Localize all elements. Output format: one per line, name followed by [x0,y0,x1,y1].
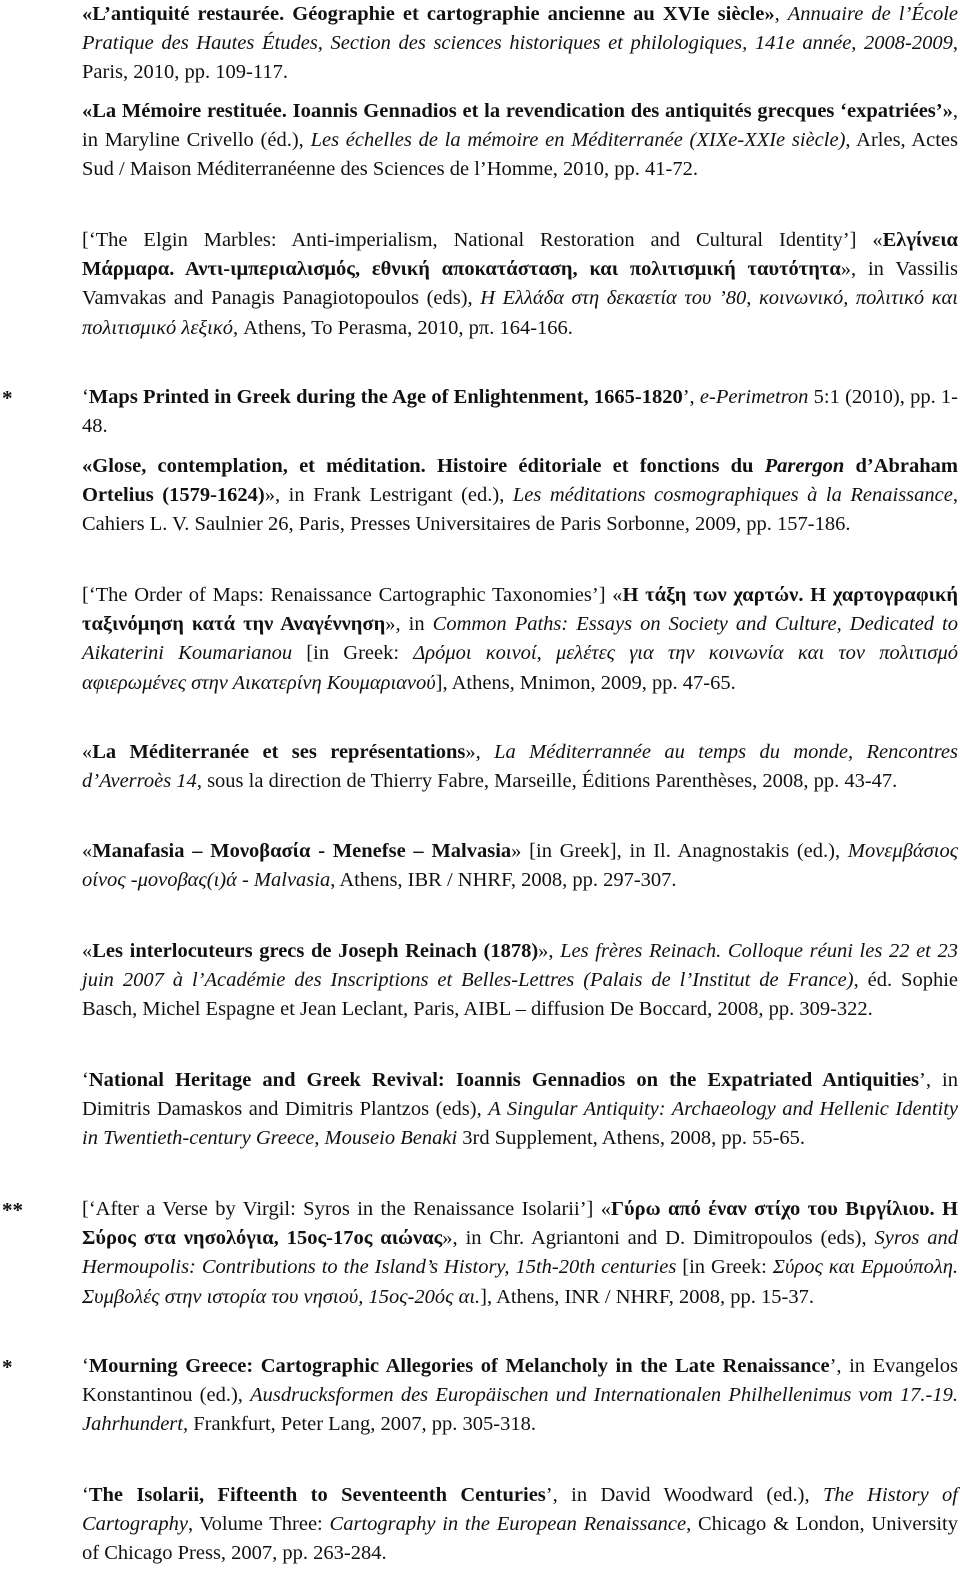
entry-text-run: [‘The Order of Maps: Renaissance Cartographic Taxonomies’] « [82,584,623,606]
entry-text-run: [in Greek: [292,642,414,665]
entry-text-run: ], Athens, INR / NHRF, 2008, pp. 15-37. [480,1285,814,1308]
entry-text-run: , Cahiers L. V. Saulnier 26, Paris, Presses Universitaires de Paris Sorbonne, 2009, pp. 157-186. [82,484,958,536]
entry-text-run: ‘ [82,386,89,408]
entry-text-run: », [465,741,495,763]
entry-text-run: Maps Printed in Greek during the Age of Enlightenment, 1665-1820 [88,386,683,408]
entry-text-run: ‘ [82,1069,89,1091]
entry-text-run: », in Chr. Agriantoni and D. Dimitropoulos (eds), [442,1227,875,1250]
entry-text-run: [‘The Elgin Marbles: Anti-imperialism, National Restoration and Cultural Identity’] « [82,229,883,251]
entry-text-run: Annuaire de l’École Pratique des Hautes Études, Section des sciences historiques et philologiques, 141e année, 2008-2009 [82,3,958,55]
bibliography-entry [82,383,958,441]
entry-text-run: e-Perimetron [699,386,809,408]
entry-text-run: ‘ [82,1355,89,1377]
entry-text-run: [‘After a Verse by Virgil: Syros in the Renaissance Isolarii’] « [82,1198,611,1220]
entry-text-run: », in Vassilis Vamvakas and Panagis Panagiotopoulos (eds), [82,258,958,310]
entry-text-run: ’, in Evangelos Konstantinou (ed.), [82,1355,958,1407]
bibliography-entry [82,581,958,698]
bibliography-entry [82,452,958,540]
entry-text-run: Δρόμοι κοινοί, μελέτες για την κοινωνία και τον πολιτισμό αφιερωμένες στην Αικατερίνη Κουμαριανού [82,642,958,694]
entry-text-run: Η τάξη των χαρτών. Η χαρτογραφική ταξινόμηση κατά την Αναγέννηση [82,584,958,636]
entry-text-run: Μονεμβάσιος οίνος -μονοβας(ι)ά - Malvasia [82,840,959,892]
entry-11-marker: * [2,1355,13,1379]
entry-text-run: ’, in Dimitris Damaskos and Dimitris Plantzos (eds), [82,1069,959,1121]
entry-10-marker: ** [2,1198,23,1222]
entry-text-run: Syros and Hermoupolis: Contributions to the Island’s History, 15th-20th centuries [82,1227,958,1279]
entry-text-run: , Paris, 2010, pp. 109-117. [82,32,958,84]
entry-text-run: Manafasia – Μονοβασία - Menefse – Malvasia [92,840,512,862]
bibliography-entry [82,1481,958,1569]
entry-text-run: , [774,3,788,25]
entry-text-run: , Chicago & London, University of Chicago Press, 2007, pp. 263-284. [82,1513,958,1565]
bibliography-entry [82,937,958,1025]
entry-text-run: », [538,940,561,962]
bibliography-entry [82,226,958,343]
entry-text-run: Mourning Greece: Cartographic Allegories of Melancholy in the Late Renaissance [88,1355,830,1377]
entry-text-run: La Méditerrannée au temps du monde, Rencontres d’Averroès 14 [82,741,958,793]
entry-text-run: », in [385,613,433,636]
entry-text-run: «La Mémoire restituée. Ioannis Gennadios et la revendication des antiquités grecques ‘expatriées’» [82,100,953,122]
bibliography-entry [82,0,958,88]
entry-text-run: ’, in David Woodward (ed.), [545,1484,824,1506]
entry-text-run: The Isolarii, Fifteenth to Seventeenth Centuries [88,1484,546,1506]
entry-text-run: d’Abraham Ortelius (1579-1624) [82,455,958,507]
entry-text-run: ], Athens, Mnimon, 2009, pp. 47-65. [435,671,736,694]
entry-text-run: Η Ελλάδα στη δεκαετία του ’80, κοινωνικό, πολιτικό και πολιτισμικό λεξικό [82,287,958,339]
entry-3-marker: * [2,386,13,410]
entry-text-run: », in Frank Lestrigant (ed.), [264,484,513,507]
entry-text-run: « [82,840,93,862]
entry-text-run: National Heritage and Greek Revival: Ioannis Gennadios on the Expatriated Antiquities [88,1069,920,1091]
entry-text-run: Cartography in the European Renaissance [329,1513,687,1536]
entry-text-run: , éd. Sophie Basch, Michel Espagne et Jean Leclant, Paris, AIBL – diffusion De Boccard, 2008, pp. 309-322. [82,969,958,1021]
entry-text-run: Les frères Reinach. Colloque réuni les 22 et 23 juin 2007 à l’Académie des Inscriptions et Belles-Lettres (Palais de l’Institut de France) [82,940,958,992]
bibliography-entry [82,1195,958,1312]
entry-text-run: , Athens, IBR / NHRF, 2008, pp. 297-307. [330,869,677,892]
entry-text-run: , Frankfurt, Peter Lang, 2007, pp. 305-318. [182,1413,536,1436]
entry-text-run: «L’antiquité restaurée. Géographie et cartographie ancienne au XVIe siècle» [82,3,775,25]
entry-text-run: Parergon [764,455,845,477]
entry-text-run: » [in Greek], in Il. Anagnostakis (ed.), [511,840,848,862]
entry-text-run: ‘ [82,1484,89,1506]
entry-text-run: ’, [682,386,700,408]
entry-text-run: Σύρος και Ερμούπολη. Συμβολές στην ιστορία του νησιού, 15ος-20ός αι. [82,1256,958,1308]
entry-text-run: «Glose, contemplation, et méditation. Histoire éditoriale et fonctions du [82,455,765,477]
bibliography-entry [82,837,958,895]
entry-text-run: , Athens, To Perasma, 2010, pπ. 164-166. [232,316,573,339]
entry-text-run: Ausdrucksformen des Europäischen und Internationalen Philhellenimus vom 17.-19. Jahrhundert [82,1384,958,1436]
entry-text-run: , Volume Three: [187,1513,330,1536]
entry-text-run: , sous la direction de Thierry Fabre, Marseille, Éditions Parenthèses, 2008, pp. 43-47. [196,770,898,793]
bibliography-entry [82,1352,958,1440]
entry-text-run: 3rd Supplement, Athens, 2008, pp. 55-65. [457,1127,806,1150]
bibliography-entry [82,1066,958,1154]
entry-text-run: A Singular Antiquity: Archaeology and Hellenic Identity in Twentieth-century Greece, Mouseio Benaki [82,1098,959,1150]
entry-text-run: Les méditations cosmographiques à la Renaissance [512,484,953,507]
entry-text-run: The History of Cartography [82,1484,958,1536]
entry-text-run: , in Maryline Crivello (éd.), [82,100,958,152]
entry-text-run: Les interlocuteurs grecs de Joseph Reinach (1878) [92,940,539,962]
entry-text-run: , Arles, Actes Sud / Maison Méditerranéenne des Sciences de l’Homme, 2010, pp. 41-72. [82,129,958,181]
entry-text-run: [in Greek: [676,1256,773,1279]
bibliography-entry [82,738,958,796]
bibliography-entry [82,97,958,185]
entry-text-run: La Méditerranée et ses représentations [92,741,466,763]
entry-text-run: Γύρω από έναν στίχο του Βιργίλιου. Η Σύρος στα νησολόγια, 15ος-17ος αιώνας [82,1198,958,1250]
entry-text-run: Ελγίνεια Μάρμαρα. Αντι-ιμπεριαλισμός, εθνική αποκατάσταση, και πολιτισμική ταυτότητα [82,229,958,281]
entry-text-run: « [82,940,93,962]
entry-text-run: Les échelles de la mémoire en Méditerranée (XIXe-XXIe siècle) [310,129,846,152]
entry-text-run: 5:1 (2010), pp. 1-48. [82,386,959,438]
entry-text-run: Common Paths: Essays on Society and Culture, Dedicated to Aikaterini Koumarianou [82,613,958,665]
entry-text-run: « [82,741,93,763]
